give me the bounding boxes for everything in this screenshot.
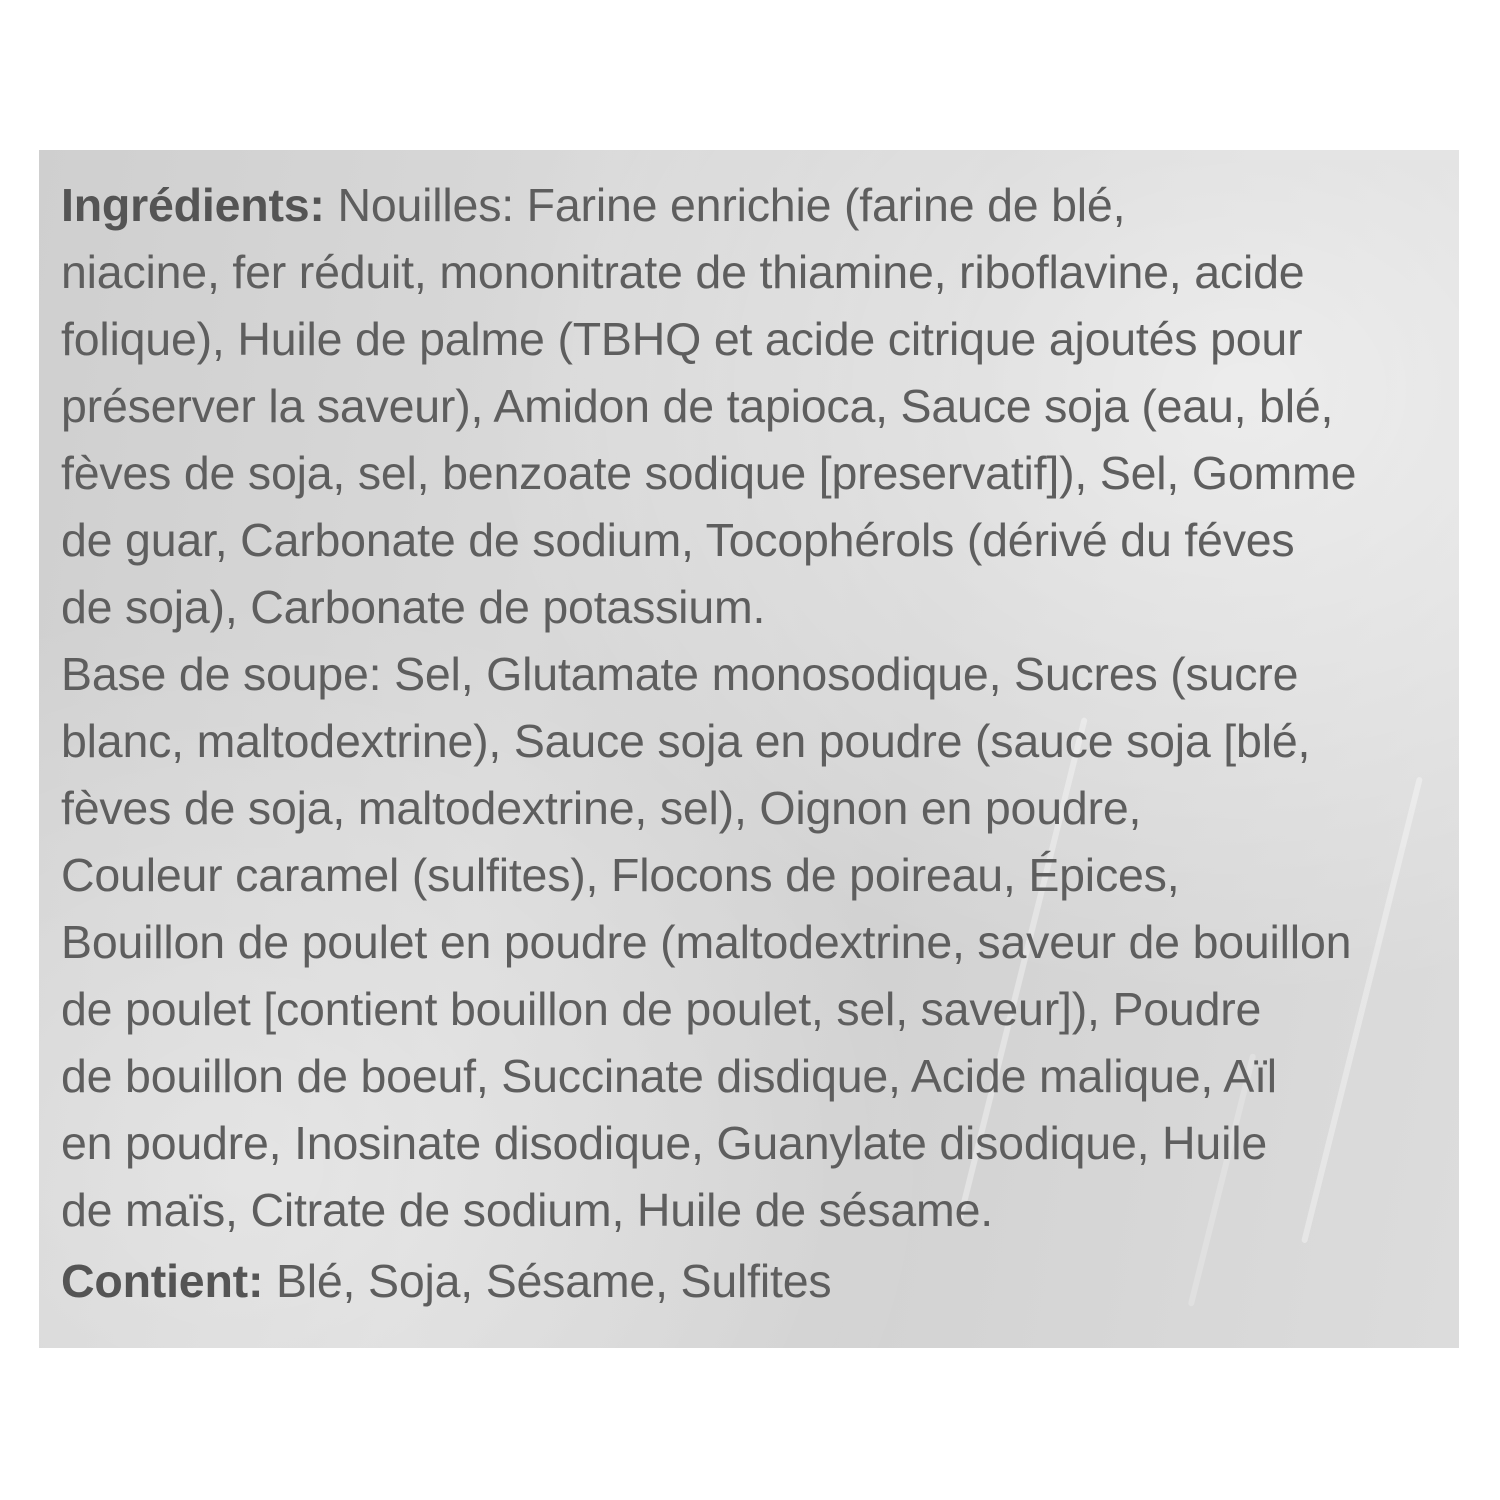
- ingredients-line: de bouillon de boeuf, Succinate disdique, Acide malique, Aïl: [61, 1050, 1277, 1102]
- ingredients-line: préserver la saveur), Amidon de tapioca, Sauce soja (eau, blé,: [61, 380, 1334, 432]
- ingredients-line: blanc, maltodextrine), Sauce soja en poudre (sauce soja [blé,: [61, 715, 1311, 767]
- label-photo: [39, 150, 1459, 1348]
- ingredients-line: niacine, fer réduit, mononitrate de thiamine, riboflavine, acide: [61, 246, 1305, 298]
- ingredients-line: de poulet [contient bouillon de poulet, sel, saveur]), Poudre: [61, 983, 1262, 1035]
- ingredients-line: Ingrédients: Nouilles: Farine enrichie (farine de blé,: [61, 179, 1126, 231]
- ingredients-line: Bouillon de poulet en poudre (maltodextrine, saveur de bouillon: [61, 916, 1352, 968]
- contains-line: [61, 1248, 1451, 1315]
- contains-label: Contient:: [61, 1255, 264, 1307]
- ingredients-label: Ingrédients:: [61, 179, 325, 231]
- ingredients-line: de maïs, Citrate de sodium, Huile de sésame.: [61, 1184, 993, 1236]
- ingredients-line: en poudre, Inosinate disodique, Guanylate disodique, Huile: [61, 1117, 1268, 1169]
- ingredients-line: de soja), Carbonate de potassium.: [61, 581, 766, 633]
- ingredients-line: fèves de soja, maltodextrine, sel), Oignon en poudre,: [61, 782, 1142, 834]
- ingredients-line: Couleur caramel (sulfites), Flocons de poireau, Épices,: [61, 849, 1180, 901]
- ingredients-text: [61, 172, 1451, 1315]
- ingredients-line: Base de soupe: Sel, Glutamate monosodique, Sucres (sucre: [61, 648, 1299, 700]
- ingredients-line: folique), Huile de palme (TBHQ et acide citrique ajoutés pour: [61, 313, 1303, 365]
- ingredients-line: de guar, Carbonate de sodium, Tocophérols (dérivé du féves: [61, 514, 1295, 566]
- contains-text: Blé, Soja, Sésame, Sulfites: [263, 1255, 832, 1307]
- ingredients-line: fèves de soja, sel, benzoate sodique [preservatif]), Sel, Gomme: [61, 447, 1357, 499]
